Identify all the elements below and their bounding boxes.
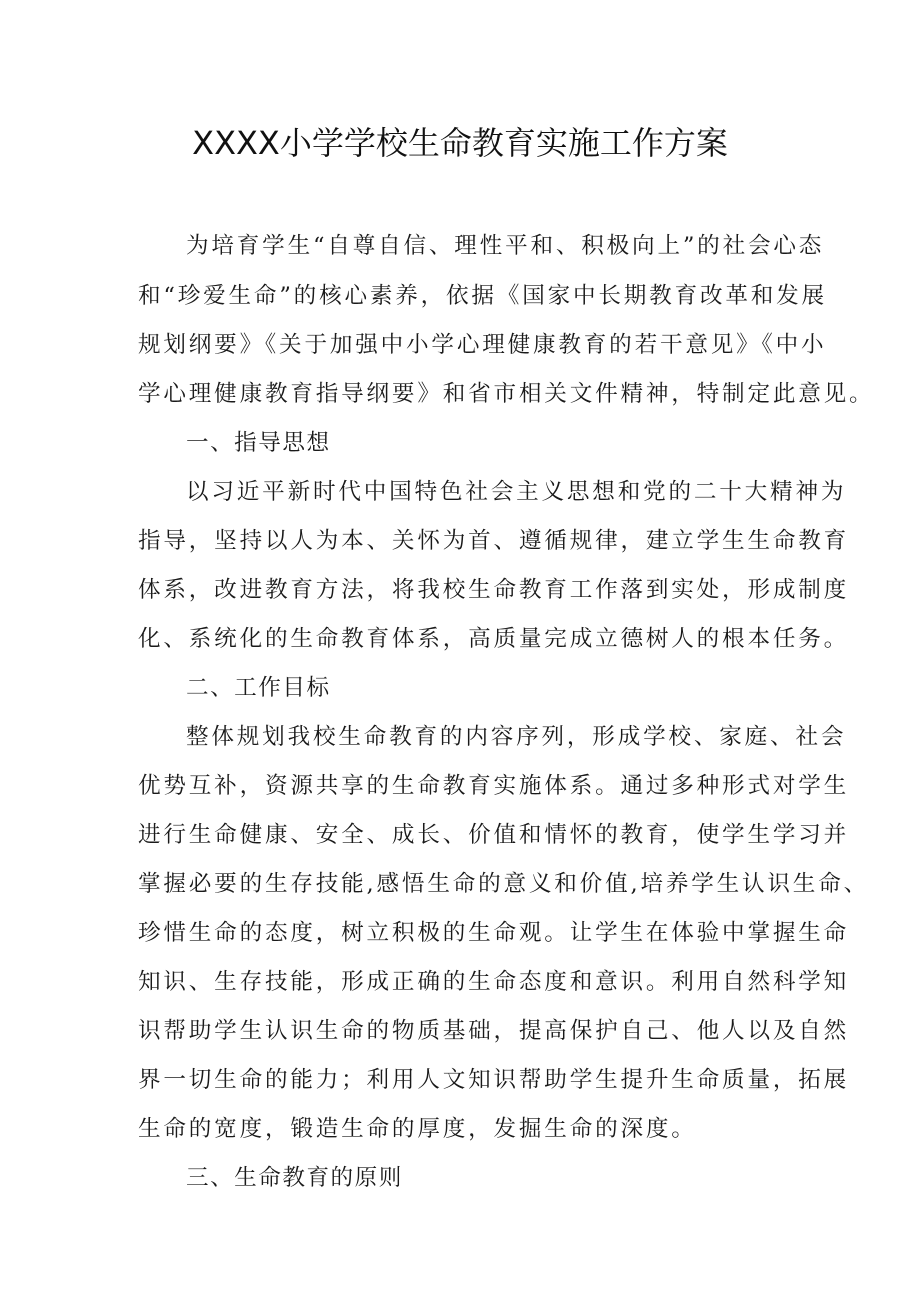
intro-line: 为培育学生“自尊自信、理性平和、积极向上”的社会心态 — [186, 233, 825, 259]
paragraph-line: 识帮助学生认识生命的物质基础，提高保护自己、他人以及自然 — [138, 1018, 850, 1044]
paragraph-line: 体系，改进教育方法，将我校生命教育工作落到实处，形成制度 — [138, 577, 850, 603]
paragraph-line: 掌握必要的生存技能,感悟生命的意义和价值,培养学生认识生命、 — [138, 871, 869, 897]
section-heading-work-goals: 二、工作目标 — [186, 675, 331, 701]
paragraph-line: 知识、生存技能，形成正确的生命态度和意识。利用自然科学知 — [138, 969, 850, 995]
document-title: XXXX小学学校生命教育实施工作方案 — [192, 124, 728, 162]
paragraph-line: 生命的宽度，锻造生命的厚度，发掘生命的深度。 — [138, 1116, 697, 1142]
intro-line: 规划纲要》《关于加强中小学心理健康教育的若干意见》《中小 — [138, 332, 827, 358]
intro-line: 学心理健康教育指导纲要》和省市相关文件精神，特制定此意见。 — [138, 381, 875, 407]
paragraph-line: 珍惜生命的态度，树立积极的生命观。让学生在体验中掌握生命 — [138, 920, 850, 946]
section-heading-guiding-thought: 一、指导思想 — [186, 430, 331, 456]
paragraph-line: 界一切生命的能力；利用人文知识帮助学生提升生命质量，拓展 — [138, 1067, 850, 1093]
paragraph-line: 优势互补，资源共享的生命教育实施体系。通过多种形式对学生 — [138, 773, 850, 799]
paragraph-line: 进行生命健康、安全、成长、价值和情怀的教育，使学生学习并 — [138, 822, 850, 848]
paragraph-line: 化、系统化的生命教育体系，高质量完成立德树人的根本任务。 — [138, 626, 850, 652]
intro-line: 和“珍爱生命”的核心素养，依据《国家中长期教育改革和发展 — [138, 283, 827, 309]
section-heading-principles: 三、生命教育的原则 — [186, 1165, 403, 1191]
paragraph-line: 整体规划我校生命教育的内容序列，形成学校、家庭、社会 — [186, 724, 847, 750]
paragraph-line: 指导，坚持以人为本、关怀为首、遵循规律，建立学生生命教育 — [138, 528, 850, 554]
paragraph-line: 以习近平新时代中国特色社会主义思想和党的二十大精神为 — [186, 479, 847, 505]
